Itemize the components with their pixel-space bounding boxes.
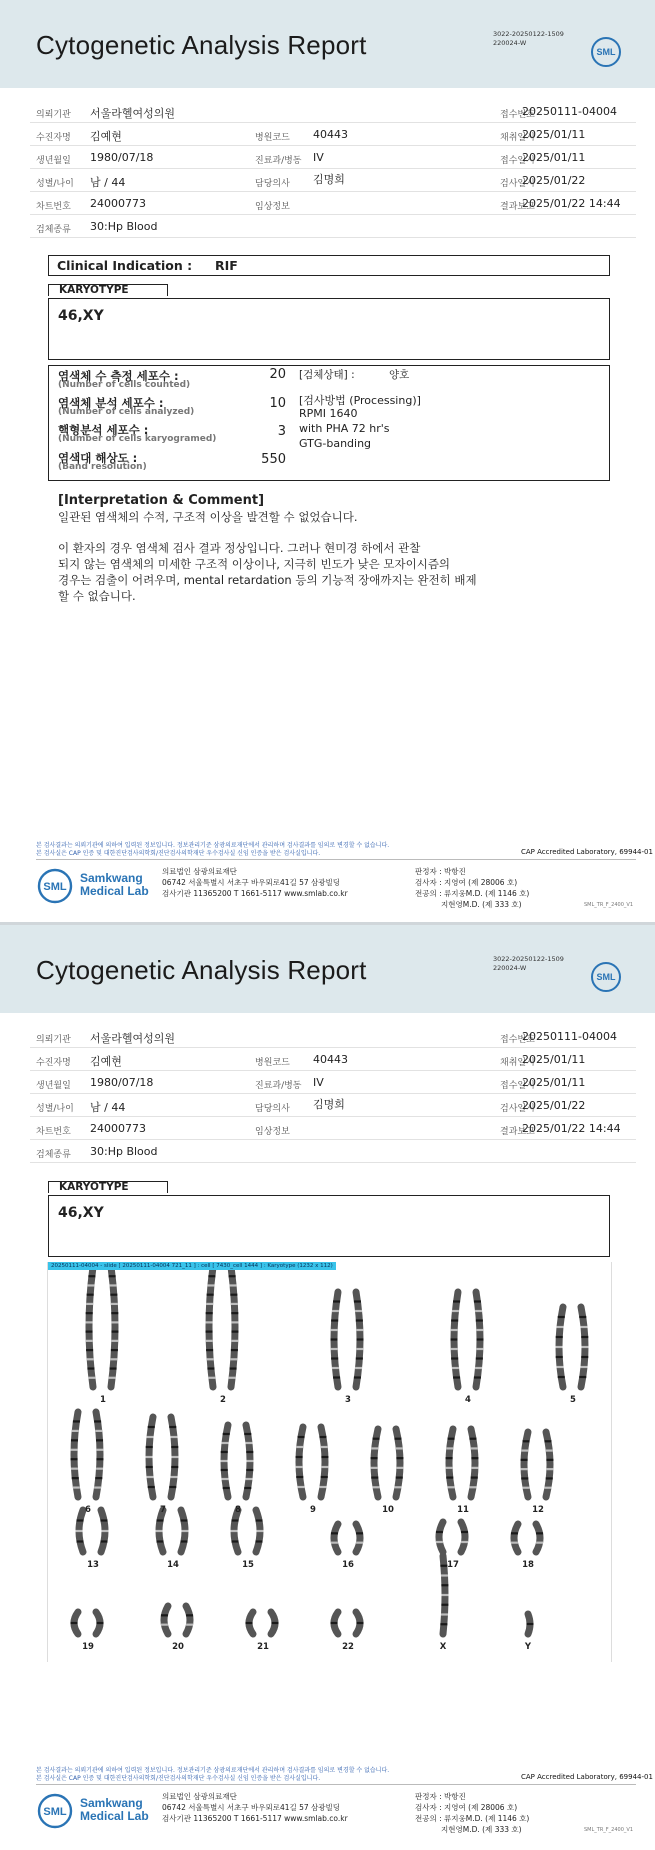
- footer-brand: [80, 872, 149, 898]
- patient-name-label: 수진자명: [36, 1058, 71, 1068]
- chromosome-number-label: 16: [342, 1560, 354, 1570]
- footer-notice: [36, 842, 389, 858]
- chromosome-icon: [101, 1510, 109, 1552]
- footer-brand: [80, 1797, 149, 1823]
- report-page-2: [0, 925, 655, 1850]
- cells-karyogramed-sublabel: (Number of cells karyogramed): [58, 434, 217, 444]
- chromosome-icon: [451, 1292, 461, 1387]
- chromosome-number-label: 5: [570, 1395, 576, 1405]
- interpretation-line: 할 수 없습니다.: [58, 589, 136, 603]
- footer-notice-line: 본 검사결과는 의뢰기관에 의하여 입력된 정보입니다. 정보관리기준 삼광의료재단에서 관리하며 검사결과를 임의로 변경할 수 없습니다.: [36, 842, 390, 849]
- info-row: [30, 169, 636, 192]
- chromosome-icon: [169, 1417, 178, 1497]
- karyotype-tab: KARYOTYPE: [48, 284, 168, 296]
- chromosome-icon: [271, 1612, 279, 1634]
- chromosome-icon: [331, 1612, 339, 1634]
- sex-age-label: 성별/나이: [36, 179, 74, 189]
- collection-date-label: 채취일시: [500, 133, 535, 143]
- chromosome-number-label: Y: [524, 1642, 532, 1652]
- chromosome-icon: [436, 1522, 443, 1552]
- received-value: 2025/01/11: [522, 1076, 586, 1089]
- interpretation-line: 이 환자의 경우 염색체 검사 결과 정상입니다. 그러나 현미경 하에서 관찰: [58, 541, 421, 555]
- patient-name-value: 김예현: [90, 1055, 122, 1068]
- info-row: [30, 123, 636, 146]
- result-report-label: 결과보고: [500, 202, 535, 212]
- chromosome-number-label: 3: [345, 1395, 351, 1405]
- form-code: SML_TR_F_2400_V1: [584, 1827, 634, 1833]
- footer-notice: [36, 1767, 389, 1783]
- chromosome-number-label: 19: [82, 1642, 94, 1652]
- collection-date-value: 2025/01/11: [522, 128, 586, 141]
- chromosome-number-label: 13: [87, 1560, 99, 1570]
- brand-line: Samkwang: [80, 871, 143, 885]
- footer-notice-line: 본 검사실은 CAP 인증 및 대한진단검사의학회/진단검사의학재단 우수검사실 신임 인증을 받은 검사실입니다.: [36, 1775, 321, 1782]
- sml-logo-icon: [590, 961, 622, 993]
- chromosome-icon: [469, 1429, 478, 1497]
- result-report-label: 결과보고: [500, 1127, 535, 1137]
- dob-label: 생년월일: [36, 156, 71, 166]
- chromosome-icon: [356, 1612, 364, 1634]
- test-date-label: 검사일시: [500, 1104, 535, 1114]
- info-row: [30, 192, 636, 215]
- clinical-info-label: 임상정보: [255, 202, 290, 212]
- chromosome-number-label: 18: [522, 1560, 534, 1570]
- cells-analyzed-value: 10: [269, 396, 286, 411]
- svg-text:SML: SML: [43, 881, 67, 893]
- chromosome-number-label: 2: [220, 1395, 226, 1405]
- brand-line: Medical Lab: [80, 1809, 149, 1823]
- info-row: [30, 1071, 636, 1094]
- report-id-line: 3022-20250122-1509: [493, 30, 564, 38]
- signatory-line: 검사자 : 지영여 (제 28006 호): [415, 878, 518, 887]
- hospital-code-label: 병원코드: [255, 133, 290, 143]
- cap-accreditation: CAP Accredited Laboratory, 69944-01: [521, 848, 653, 856]
- sex-age-value: 남 / 44: [90, 176, 126, 189]
- chromosome-icon: [474, 1292, 484, 1387]
- cells-analyzed-sublabel: (Number of cells analyzed): [58, 407, 195, 417]
- chromosome-icon: [536, 1524, 543, 1552]
- svg-text:SML: SML: [596, 47, 616, 57]
- karyotype-box: [48, 1195, 610, 1257]
- chromosome-number-label: 21: [257, 1642, 269, 1652]
- dept-value: IV: [313, 1076, 324, 1089]
- footer-notice-line: 본 검사실은 CAP 인증 및 대한진단검사의학회/진단검사의학재단 우수검사실 신임 인증을 받은 검사실입니다.: [36, 850, 321, 857]
- chromosome-icon: [296, 1427, 305, 1497]
- dept-label: 진료과/병동: [255, 156, 302, 166]
- signatory-line: 판정자 : 박항진: [415, 867, 466, 876]
- band-resolution-sublabel: (Band resolution): [58, 462, 147, 472]
- footer-signatories: [415, 1791, 529, 1835]
- receipt-no-label: 접수번호: [500, 1035, 535, 1045]
- chromosome-icon: [221, 1425, 230, 1497]
- clinical-indication-box: [48, 255, 610, 276]
- hospital-code-label: 병원코드: [255, 1058, 290, 1068]
- report-id-line: 220024-W: [493, 964, 527, 972]
- received-label: 접수일시: [500, 1081, 535, 1091]
- chromosome-number-label: 17: [447, 1560, 459, 1570]
- report-id-line: 220024-W: [493, 39, 527, 47]
- cells-counted-sublabel: (Number of cells counted): [58, 380, 191, 390]
- interpretation-title: [Interpretation & Comment]: [58, 493, 265, 508]
- result-report-value: 2025/01/22 14:44: [522, 197, 621, 210]
- chromosome-icon: [371, 1429, 380, 1497]
- cells-counted-label: 염색체 수 측정 세포수 :: [58, 369, 179, 383]
- receipt-no-value: 20250111-04004: [522, 1030, 617, 1043]
- hospital-code-value: 40443: [313, 128, 348, 141]
- chromosome-icon: [109, 1270, 119, 1387]
- chromosome-icon: [86, 1270, 96, 1387]
- chromosome-number-label: 15: [242, 1560, 254, 1570]
- chromosome-icon: [527, 1614, 534, 1634]
- interpretation-line: 일관된 염색체의 수적, 구조적 이상을 발견할 수 없었습니다.: [58, 510, 358, 524]
- dept-value: IV: [313, 151, 324, 164]
- address-line: 06742 서울특별시 서초구 바우뫼로41길 57 삼광빌딩: [162, 1803, 341, 1812]
- chromosome-icon: [331, 1292, 341, 1387]
- address-line: 의료법인 삼광의료재단: [162, 867, 237, 876]
- chromosome-icon: [521, 1432, 530, 1497]
- footer-address: [162, 866, 348, 899]
- institution-value: 서울라헬여성의원: [90, 107, 176, 120]
- brand-line: Samkwang: [80, 1796, 143, 1810]
- cells-karyogramed-value: 3: [277, 424, 286, 439]
- test-date-label: 검사일시: [500, 179, 535, 189]
- patient-name-label: 수진자명: [36, 133, 71, 143]
- institution-label: 의뢰기관: [36, 110, 71, 120]
- karyogram-image: [47, 1262, 612, 1662]
- specimen-value: 30:Hp Blood: [90, 1145, 158, 1158]
- address-line: 검사기관 11365200 T 1661-5117 www.smlab.co.kr: [162, 889, 348, 898]
- chromosome-icon: [96, 1612, 104, 1634]
- chromosome-icon: [331, 1524, 338, 1552]
- chart-no-label: 차트번호: [36, 202, 71, 212]
- address-line: 검사기관 11365200 T 1661-5117 www.smlab.co.kr: [162, 1814, 348, 1823]
- cell-stats-box: [48, 365, 610, 481]
- specimen-label: 검체종류: [36, 225, 71, 235]
- chromosome-number-label: 7: [160, 1505, 166, 1515]
- report-title: Cytogenetic Analysis Report: [36, 955, 367, 985]
- clinical-indication-label: Clinical Indication :: [57, 258, 193, 273]
- doctor-label: 담당의사: [255, 1104, 290, 1114]
- karyotype-value: 46,XY: [58, 1205, 104, 1221]
- footer-address: [162, 1791, 348, 1824]
- receipt-no-label: 접수번호: [500, 110, 535, 120]
- report-ids: [493, 30, 564, 48]
- test-date-value: 2025/01/22: [522, 1099, 586, 1112]
- address-line: 의료법인 삼광의료재단: [162, 1792, 237, 1801]
- chromosome-number-label: 22: [342, 1642, 354, 1652]
- chromosome-number-label: 10: [382, 1505, 394, 1515]
- signatory-line: 지현영M.D. (제 333 호): [441, 900, 522, 909]
- cells-counted-value: 20: [269, 367, 286, 382]
- chromosome-icon: [161, 1606, 168, 1634]
- chromosome-icon: [71, 1612, 79, 1634]
- report-id-line: 3022-20250122-1509: [493, 955, 564, 963]
- band-resolution-label: 염색대 해상도 :: [58, 451, 138, 465]
- form-code: SML_TR_F_2400_V1: [584, 902, 634, 908]
- chromosome-icon: [354, 1292, 364, 1387]
- info-row: [30, 1117, 636, 1140]
- chromosome-icon: [256, 1510, 264, 1552]
- sex-age-label: 성별/나이: [36, 1104, 74, 1114]
- karyogram-chromosomes: [48, 1270, 611, 1662]
- svg-text:SML: SML: [596, 972, 616, 982]
- sml-footer-logo-icon: [36, 867, 74, 905]
- report-footer: [0, 842, 655, 922]
- receipt-no-value: 20250111-04004: [522, 105, 617, 118]
- cap-accreditation: CAP Accredited Laboratory, 69944-01: [521, 1773, 653, 1781]
- chromosome-icon: [244, 1425, 253, 1497]
- address-line: 06742 서울특별시 서초구 바우뫼로41길 57 삼광빌딩: [162, 878, 341, 887]
- chromosome-number-label: 12: [532, 1505, 544, 1515]
- doctor-label: 담당의사: [255, 179, 290, 189]
- chromosome-icon: [71, 1412, 80, 1497]
- sml-footer-logo-icon: [36, 1792, 74, 1830]
- chromosome-number-label: 11: [457, 1505, 469, 1515]
- info-row: [30, 1140, 636, 1163]
- test-date-value: 2025/01/22: [522, 174, 586, 187]
- chromosome-icon: [246, 1612, 254, 1634]
- chromosome-icon: [231, 1510, 239, 1552]
- dept-label: 진료과/병동: [255, 1081, 302, 1091]
- info-row: [30, 1094, 636, 1117]
- karyotype-value: 46,XY: [58, 308, 104, 324]
- report-title: Cytogenetic Analysis Report: [36, 30, 367, 60]
- info-row: [30, 100, 636, 123]
- karyotype-tab: KARYOTYPE: [48, 1181, 168, 1193]
- chromosome-icon: [446, 1429, 455, 1497]
- signatory-line: 지현영M.D. (제 333 호): [441, 1825, 522, 1834]
- cells-karyogramed-label: 핵형분석 세포수 :: [58, 423, 149, 437]
- chromosome-icon: [146, 1417, 155, 1497]
- processing-method-line: GTG-banding: [299, 437, 372, 450]
- doctor-value: 김명희: [313, 1098, 345, 1111]
- chromosome-icon: [156, 1510, 164, 1552]
- report-footer: [0, 1767, 655, 1847]
- chromosome-icon: [579, 1307, 588, 1387]
- report-ids: [493, 955, 564, 973]
- signatory-line: 판정자 : 박항진: [415, 1792, 466, 1801]
- chromosome-number-label: 4: [465, 1395, 471, 1405]
- dob-label: 생년월일: [36, 1081, 71, 1091]
- footer-notice-line: 본 검사결과는 의뢰기관에 의하여 입력된 정보입니다. 정보관리기준 삼광의료재단에서 관리하며 검사결과를 임의로 변경할 수 없습니다.: [36, 1767, 390, 1774]
- sex-age-value: 남 / 44: [90, 1101, 126, 1114]
- processing-method-line: RPMI 1640: [299, 407, 358, 420]
- footer-divider: [36, 1784, 636, 1785]
- info-row: [30, 215, 636, 238]
- processing-method-label: [검사방법 (Processing)]: [299, 394, 421, 407]
- collection-date-label: 채취일시: [500, 1058, 535, 1068]
- footer-signatories: [415, 866, 529, 910]
- chromosome-icon: [511, 1524, 518, 1552]
- sml-logo-icon: [590, 36, 622, 68]
- clinical-indication-value: RIF: [215, 258, 238, 273]
- chromosome-icon: [186, 1606, 193, 1634]
- interpretation-line: 되지 않는 염색체의 미세한 구조적 이상이나, 지극히 빈도가 낮은 모자이시즘의: [58, 557, 451, 571]
- chromosome-number-label: 9: [310, 1505, 316, 1515]
- chromosome-number-label: 8: [235, 1505, 241, 1515]
- chromosome-icon: [319, 1427, 328, 1497]
- chromosome-icon: [94, 1412, 103, 1497]
- chromosome-number-label: 1: [100, 1395, 106, 1405]
- chromosome-icon: [356, 1524, 363, 1552]
- karyotype-box: [48, 298, 610, 360]
- chart-no-value: 24000773: [90, 1122, 146, 1135]
- processing-method-line: with PHA 72 hr's: [299, 422, 390, 435]
- specimen-status-label: [검체상태] :: [299, 369, 355, 381]
- chart-no-label: 차트번호: [36, 1127, 71, 1137]
- institution-value: 서울라헬여성의원: [90, 1032, 176, 1045]
- chromosome-icon: [556, 1307, 565, 1387]
- chromosome-icon: [394, 1429, 403, 1497]
- result-report-value: 2025/01/22 14:44: [522, 1122, 621, 1135]
- clinical-info-label: 임상정보: [255, 1127, 290, 1137]
- chromosome-icon: [229, 1270, 239, 1387]
- hospital-code-value: 40443: [313, 1053, 348, 1066]
- brand-line: Medical Lab: [80, 884, 149, 898]
- patient-name-value: 김예현: [90, 130, 122, 143]
- signatory-line: 전공의 : 류지웅M.D. (제 1146 호): [415, 1814, 530, 1823]
- chromosome-number-label: 20: [172, 1642, 184, 1652]
- specimen-value: 30:Hp Blood: [90, 220, 158, 233]
- doctor-value: 김명희: [313, 173, 345, 186]
- chromosome-icon: [206, 1270, 216, 1387]
- info-row: [30, 1025, 636, 1048]
- chromosome-icon: [461, 1522, 468, 1552]
- chromosome-icon: [544, 1432, 553, 1497]
- institution-label: 의뢰기관: [36, 1035, 71, 1045]
- signatory-line: 전공의 : 류지웅M.D. (제 1146 호): [415, 889, 530, 898]
- chart-no-value: 24000773: [90, 197, 146, 210]
- specimen-label: 검체종류: [36, 1150, 71, 1160]
- chromosome-icon: [76, 1510, 84, 1552]
- collection-date-value: 2025/01/11: [522, 1053, 586, 1066]
- karyogram-caption: 20250111-04004 - slide [ 20250111-04004 721_11 ] : cell [ 7430_cell 1444 ] : Karyotype (1232 x 112): [48, 1262, 336, 1270]
- chromosome-icon: [181, 1510, 189, 1552]
- band-resolution-value: 550: [261, 452, 286, 467]
- chromosome-number-label: 6: [85, 1505, 91, 1515]
- signatory-line: 검사자 : 지영여 (제 28006 호): [415, 1803, 518, 1812]
- svg-text:SML: SML: [43, 1806, 67, 1818]
- footer-divider: [36, 859, 636, 860]
- received-value: 2025/01/11: [522, 151, 586, 164]
- received-label: 접수일시: [500, 156, 535, 166]
- specimen-status-value: 양호: [389, 369, 410, 381]
- info-row: [30, 1048, 636, 1071]
- chromosome-number-label: X: [439, 1642, 447, 1652]
- dob-value: 1980/07/18: [90, 1076, 154, 1089]
- chromosome-number-label: 14: [167, 1560, 179, 1570]
- info-row: [30, 146, 636, 169]
- cells-analyzed-label: 염색체 분석 세포수 :: [58, 396, 164, 410]
- dob-value: 1980/07/18: [90, 151, 154, 164]
- interpretation-line: 경우는 검출이 어려우며, mental retardation 등의 기능적 장애까지는 완전히 배제: [58, 573, 477, 587]
